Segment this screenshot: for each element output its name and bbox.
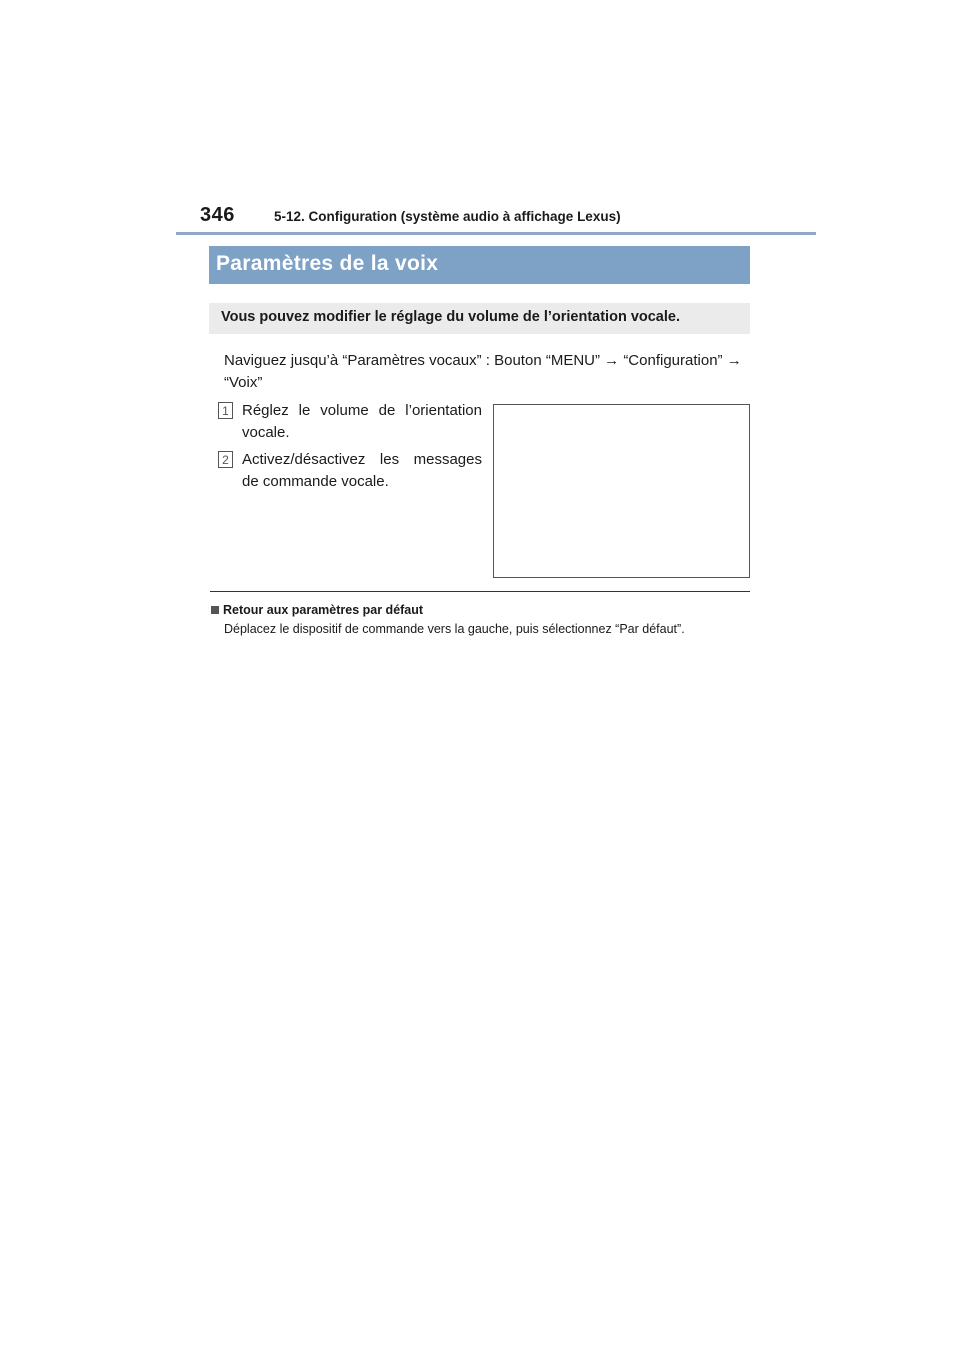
header-divider xyxy=(176,232,816,235)
step-item xyxy=(218,400,482,444)
step-number: 1 xyxy=(218,402,233,419)
note-heading: Retour aux paramètres par défaut xyxy=(223,603,424,617)
section-intro: Vous pouvez modifier le réglage du volume de l’orientation vocale. xyxy=(221,309,680,325)
note-block xyxy=(211,601,751,639)
chapter-title: 5-12. Configuration (système audio à affichage Lexus) xyxy=(274,209,621,224)
step-list xyxy=(218,400,482,498)
section-divider xyxy=(210,591,750,592)
step-text: Activez/désactivez les messages de commande vocale. xyxy=(242,451,482,490)
navigation-path: Naviguez jusqu’à “Paramètres vocaux” : Bouton “MENU” → “Configuration” → “Voix” xyxy=(224,352,742,391)
square-bullet-icon xyxy=(211,606,219,614)
section-title: Paramètres de la voix xyxy=(216,252,439,275)
section-intro-box xyxy=(209,303,750,334)
step-number: 2 xyxy=(218,451,233,468)
note-body: Déplacez le dispositif de commande vers la gauche, puis sélectionnez “Par défaut”. xyxy=(224,622,685,636)
section-title-bar xyxy=(209,246,750,284)
screen-illustration-frame xyxy=(493,404,750,578)
page-header xyxy=(176,200,816,234)
step-item xyxy=(218,449,482,493)
step-text: Réglez le volume de l’orientation vocale. xyxy=(242,402,482,441)
note-heading-row xyxy=(211,601,751,619)
page-number: 346 xyxy=(200,204,235,226)
